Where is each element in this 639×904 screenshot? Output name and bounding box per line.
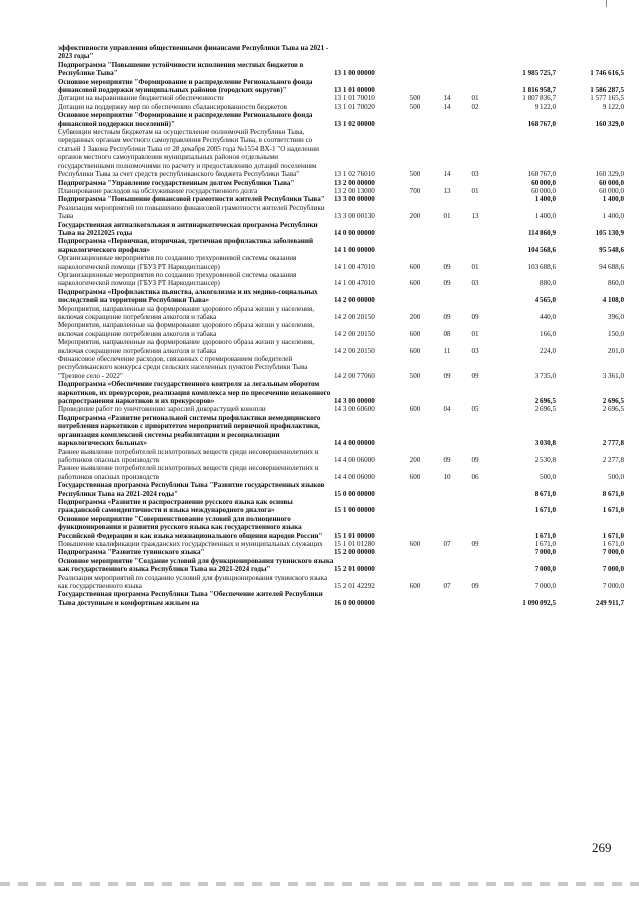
- row-amount-year2: 1 400,0: [602, 195, 624, 204]
- row-amount-year2: 2 696,5: [602, 405, 624, 414]
- scan-edge-mark: [606, 0, 607, 7]
- row-name: Подпрограмма «Профилактика пьянства, алкоголизма и их медико-социальных последствий на территории Республики Тыва»: [58, 287, 318, 305]
- table-row: [58, 515, 624, 540]
- row-amount-year2: 150,0: [608, 329, 624, 338]
- row-amount-year1: 224,0: [540, 346, 556, 355]
- row-amount-year1: 60 000,0: [531, 178, 556, 187]
- row-code: 14 0 00 00000: [334, 228, 375, 237]
- row-amount-year2: 105 130,9: [595, 228, 624, 237]
- row-code: 13 1 01 70010: [334, 94, 375, 103]
- table-row: [58, 61, 624, 78]
- row-amount-year1: 1 816 958,7: [522, 86, 556, 95]
- row-subsection: 13: [471, 212, 479, 221]
- table-row: [58, 548, 624, 556]
- row-amount-year1: 4 565,0: [534, 296, 556, 305]
- row-amount-year1: 8 671,0: [534, 489, 556, 498]
- row-expense-type: 200: [409, 313, 421, 321]
- row-subsection: 09: [471, 455, 479, 464]
- row-expense-type: 600: [409, 329, 421, 338]
- row-code: 14 1 00 47010: [334, 279, 375, 288]
- row-name: Подпрограмма «Обеспечение государственного контроля за легальным оборотом наркотиков, их прекурсоров, реализация комплекса мер по пресечению незаконного распространения наркотиков и их прекурсоров»: [58, 380, 331, 406]
- row-expense-type: [398, 548, 432, 556]
- row-section: 09: [443, 455, 451, 464]
- row-section: [432, 61, 462, 78]
- row-section: [432, 237, 462, 254]
- row-amount-year2: 3 361,0: [602, 371, 624, 380]
- row-amount-year2: 8 671,0: [602, 489, 624, 498]
- row-amount-year2: 2 777,8: [602, 439, 624, 448]
- row-amount-year1: 500,0: [540, 472, 556, 481]
- row-amount-year1: 2 696,5: [534, 405, 556, 414]
- row-name: Планирование расходов на обслуживание государственного долга: [58, 186, 258, 195]
- row-name: Государственная антиалкогольная и антинаркотическая программа Республики Тыва на 20212025 годы: [58, 220, 318, 237]
- row-amount-year1: 168 767,0: [527, 119, 556, 128]
- row-code: 16 0 00 00000: [334, 598, 375, 607]
- row-amount-year1: [488, 44, 556, 61]
- row-subsection: [462, 111, 488, 128]
- table-row: [58, 557, 624, 574]
- row-subsection: [462, 380, 488, 405]
- row-name: Реализация мероприятий по повышению финансовой грамотности жителей Республики Тыва: [58, 203, 325, 221]
- table-row: [58, 204, 624, 221]
- row-name: Подпрограмма «Развитие региональной системы профилактики немедицинского потребления наркотиков с приоритетом мероприятий первичной профилактики, организация комплексной системы реабилитации и ресоциализации наркологических больных»: [58, 413, 321, 448]
- row-code: 14 4 00 00000: [334, 439, 375, 448]
- row-code: 13 3 00 00130: [334, 212, 375, 221]
- row-subsection: [462, 481, 488, 498]
- row-expense-type: 500: [409, 102, 421, 111]
- row-expense-type: 500: [409, 170, 421, 179]
- row-section: 08: [443, 329, 451, 338]
- row-section: 14: [443, 170, 451, 179]
- row-section: [432, 44, 462, 61]
- row-section: 09: [443, 313, 451, 321]
- row-code: 14 3 00 00000: [334, 397, 375, 406]
- table-row: [58, 128, 624, 178]
- row-subsection: 01: [471, 94, 479, 103]
- table-row: [58, 321, 624, 338]
- row-amount-year1: 1 400,0: [534, 212, 556, 221]
- row-subsection: 09: [471, 371, 479, 380]
- row-section: [432, 179, 462, 187]
- table-row: [58, 338, 624, 355]
- row-code: 14 2 00 20150: [334, 313, 375, 321]
- row-subsection: [462, 515, 488, 540]
- row-code: 14 1 00 47010: [334, 262, 375, 271]
- row-amount-year1: 1 671,0: [534, 506, 556, 515]
- row-expense-type: 600: [409, 279, 421, 288]
- row-expense-type: [398, 590, 432, 607]
- row-subsection: [462, 414, 488, 448]
- table-row: [58, 78, 624, 95]
- table-row: [58, 111, 624, 128]
- row-amount-year2: 7 000,0: [602, 548, 624, 557]
- row-code: 15 2 01 42292: [334, 582, 375, 590]
- row-amount-year1: 60 000,0: [531, 186, 556, 195]
- row-name: Дотации на поддержку мер по обеспечению сбалансированности бюджетов: [58, 102, 288, 111]
- row-amount-year2: 60 000,0: [599, 178, 624, 187]
- table-row: [58, 103, 624, 111]
- row-name: Повышение квалификации гражданских государственных и муниципальных служащих: [58, 539, 323, 548]
- row-expense-type: [398, 179, 432, 187]
- row-expense-type: 500: [409, 94, 421, 103]
- row-section: 07: [443, 582, 451, 590]
- row-expense-type: 200: [409, 212, 421, 221]
- row-amount-year1: 2 696,5: [534, 397, 556, 406]
- row-code: 13 3 00 00000: [334, 195, 375, 204]
- row-subsection: [462, 237, 488, 254]
- row-amount-year1: 880,0: [540, 279, 556, 288]
- row-subsection: 05: [471, 405, 479, 414]
- row-expense-type: [398, 481, 432, 498]
- row-subsection: 02: [471, 102, 479, 111]
- table-row: [58, 414, 624, 448]
- row-section: [432, 111, 462, 128]
- row-section: [432, 380, 462, 405]
- table-row: [58, 448, 624, 465]
- row-amount-year1: 7 000,0: [534, 565, 556, 574]
- row-name: Проведение работ по уничтожению зарослей дикорастущей конопли: [58, 405, 266, 414]
- budget-table: [58, 44, 624, 607]
- row-amount-year2: 1 671,0: [602, 531, 624, 540]
- row-subsection: 09: [471, 539, 479, 548]
- row-section: [432, 221, 462, 238]
- row-section: 04: [443, 405, 451, 414]
- row-section: [432, 557, 462, 574]
- row-amount-year2: 1 400,0: [602, 212, 624, 221]
- table-row: [58, 221, 624, 238]
- row-code: 15 2 00 00000: [334, 548, 375, 557]
- row-name: Мероприятия, направленные на формирование здорового образа жизни у населения, включая сокращение потребления алкоголя и табака: [58, 304, 314, 321]
- row-amount-year2: 396,0: [608, 313, 624, 321]
- row-amount-year1: 103 688,6: [527, 262, 556, 271]
- table-row: [58, 355, 624, 380]
- row-subsection: [462, 548, 488, 556]
- row-name: Подпрограмма «Первичная, вторичная, третичная профилактика заболеваний наркологического профиля»: [58, 237, 314, 254]
- row-subsection: 06: [471, 472, 479, 481]
- row-amount-year2: 160 329,0: [595, 119, 624, 128]
- row-amount-year1: 114 860,9: [528, 228, 556, 237]
- row-amount-year2: 201,0: [608, 346, 624, 355]
- row-amount-year1: 1 985 725,7: [522, 69, 556, 78]
- row-section: 13: [443, 186, 451, 195]
- row-amount-year2: 95 548,6: [599, 245, 624, 254]
- row-expense-type: 600: [409, 346, 421, 355]
- row-name: Подпрограмма "Повышение устойчивости исполнения местных бюджетов в Республике Тыва": [58, 60, 304, 78]
- row-expense-type: [398, 44, 432, 61]
- row-name: Подпрограмма "Развитие тувинского языка": [58, 548, 205, 557]
- row-section: 01: [443, 212, 451, 221]
- row-subsection: 01: [471, 262, 479, 271]
- row-subsection: 09: [471, 582, 479, 590]
- row-name: Основное мероприятие "Совершенствование условий для полноценного функционирования и развития русского языка как государственного языка Российской Федерации и как языка межнационального общения народов России": [58, 514, 323, 540]
- row-expense-type: [398, 414, 432, 448]
- row-code: 14 1 00 00000: [334, 245, 375, 254]
- table-row: [58, 574, 624, 591]
- row-name: Субвенции местным бюджетам на осуществление полномочий Республики Тыва, переданных органам местного самоуправления Республики Тыва, в соответствии со статьей 1 Закона Республики Тыва от 28 декабря 2005 года №1554 ВХ-1 "О наделении органов местного самоуправления муниципальных районов отдельными государственными полномочиями по расчету и предоставлению дотаций поселениям Республики Тыва за счет средств республиканского бюджета Республики Тыва": [58, 128, 319, 179]
- table-row: [58, 187, 624, 195]
- row-code: 14 2 00 20150: [334, 329, 375, 338]
- table-row: [58, 540, 624, 548]
- row-expense-type: [398, 78, 432, 95]
- row-expense-type: 200: [409, 455, 421, 464]
- row-name: Дотации на выравнивание бюджетной обеспеченности: [58, 94, 224, 103]
- table-row: [58, 590, 624, 607]
- page-number: 269: [592, 840, 612, 855]
- row-code: 15 2 01 00000: [334, 565, 375, 574]
- row-expense-type: [398, 221, 432, 238]
- row-section: 07: [443, 539, 451, 548]
- row-code: 13 2 00 13000: [334, 186, 375, 195]
- row-expense-type: [398, 111, 432, 128]
- row-section: 10: [443, 472, 451, 481]
- row-subsection: 03: [471, 170, 479, 179]
- row-section: [432, 481, 462, 498]
- row-amount-year1: 7 000,0: [534, 582, 556, 590]
- row-amount-year2: 60 000,0: [599, 186, 624, 195]
- row-amount-year2: 160 329,0: [595, 170, 624, 179]
- row-amount-year2: 2 696,5: [602, 397, 624, 406]
- row-code: 14 4 00 06000: [334, 455, 375, 464]
- row-subsection: 01: [471, 186, 479, 195]
- row-name: Государственная программа Республики Тыва "Обеспечение жителей Республики Тыва доступным и комфортным жильем на: [58, 590, 323, 607]
- row-section: [432, 498, 462, 515]
- table-row: [58, 195, 624, 203]
- row-name: Организационные мероприятия по созданию трехуровневой системы оказания наркологической помощи (ГБУЗ РТ Наркодиспансер): [58, 270, 297, 288]
- row-amount-year1: 3 030,8: [534, 439, 556, 448]
- row-code: 14 2 00 00000: [334, 296, 375, 305]
- row-expense-type: [398, 195, 432, 203]
- row-section: 14: [443, 102, 451, 111]
- row-expense-type: 600: [409, 539, 421, 548]
- table-row: [58, 271, 624, 288]
- row-name: Основное мероприятие "Формирование и распределение Регионального фонда финансовой поддержки муниципальных районов (городских округов)": [58, 77, 313, 95]
- table-row: [58, 498, 624, 515]
- row-name: Подпрограмма "Повышение финансовой грамотности жителей Республики Тыва": [58, 195, 325, 204]
- row-expense-type: 500: [409, 371, 421, 380]
- row-name: Финансовое обеспечение расходов, связанных с премированием победителей республиканского конкурса среди сельских населенных пунктов Республики Тыва "Трезвое село - 2022": [58, 355, 308, 380]
- row-section: 09: [443, 279, 451, 288]
- row-amount-year2: 4 108,0: [602, 296, 624, 305]
- row-section: [432, 515, 462, 540]
- budget-table-body: [58, 44, 624, 607]
- row-expense-type: 600: [409, 262, 421, 271]
- row-code: 15 1 01 01280: [334, 539, 375, 548]
- row-amount-year2: 1 586 287,5: [590, 86, 624, 95]
- row-expense-type: [398, 515, 432, 540]
- row-amount-year2: 9 122,0: [602, 102, 624, 111]
- row-expense-type: 600: [409, 472, 421, 481]
- table-row: [58, 288, 624, 305]
- row-section: [432, 195, 462, 203]
- row-amount-year1: 3 735,0: [534, 371, 556, 380]
- row-expense-type: [398, 237, 432, 254]
- row-code: 13 1 01 00000: [334, 86, 375, 95]
- row-subsection: [462, 195, 488, 203]
- row-code: [334, 44, 398, 61]
- row-subsection: 09: [471, 313, 479, 321]
- row-amount-year1: 104 568,6: [527, 245, 556, 254]
- row-subsection: 03: [471, 346, 479, 355]
- row-code: 13 1 01 70020: [334, 102, 375, 111]
- row-amount-year2: 1 746 616,5: [590, 69, 624, 78]
- row-name: Раннее выявление потребителей психотропных веществ среди несовершеннолетних и работников опасных производств: [58, 464, 319, 481]
- row-name: Подпрограмма "Управление государственным долгом Республики Тыва": [58, 178, 295, 187]
- row-amount-year2: 500,0: [608, 472, 624, 481]
- row-amount-year1: 440,0: [540, 313, 556, 321]
- row-name: Основное мероприятие "Формирование и распределение Регионального фонда финансовой поддержки поселений)": [58, 111, 313, 128]
- row-subsection: [462, 44, 488, 61]
- row-expense-type: 600: [409, 582, 421, 590]
- row-amount-year2: 2 277,8: [602, 455, 624, 464]
- footer-scan-rule: [0, 882, 639, 886]
- row-amount-year1: 1 671,0: [534, 531, 556, 540]
- row-subsection: 01: [471, 329, 479, 338]
- row-code: 15 1 01 00000: [334, 531, 375, 540]
- row-expense-type: [398, 380, 432, 405]
- row-amount-year2: 1 671,0: [602, 506, 624, 515]
- row-amount-year1: 1 090 092,5: [522, 598, 556, 607]
- row-amount-year2: 7 000,0: [602, 565, 624, 574]
- row-code: 13 2 00 00000: [334, 178, 375, 187]
- row-name: Организационные мероприятия по созданию трехуровневой системы оказания наркологической помощи (ГБУЗ РТ Наркодиспансер): [58, 254, 297, 271]
- row-name: Основное мероприятие "Создание условий для функционирования тувинского языка как государственного языка Республики Тыва на 2021-2024 годы": [58, 556, 334, 574]
- row-amount-year1: 1 400,0: [534, 195, 556, 204]
- table-row: [58, 254, 624, 271]
- row-subsection: [462, 78, 488, 95]
- table-row: [58, 380, 624, 405]
- row-expense-type: 600: [409, 405, 421, 414]
- row-subsection: [462, 179, 488, 187]
- row-amount-year2: 94 688,6: [599, 262, 624, 271]
- row-code: 13 1 02 76010: [334, 170, 375, 179]
- row-section: [432, 288, 462, 305]
- row-name: Раннее выявление потребителей психотропных веществ среди несовершеннолетних и работников опасных производств: [58, 447, 319, 464]
- row-name: Подпрограмма «Развитие и распространение русского языка как основы гражданской самоидентичности и языка международного диалога»: [58, 497, 293, 515]
- row-subsection: [462, 498, 488, 515]
- row-amount-year2: [556, 44, 624, 61]
- row-section: [432, 548, 462, 556]
- row-name: Мероприятия, направленные на формирование здорового образа жизни у населения, включая сокращение потребления алкоголя и табака: [58, 321, 314, 338]
- table-row: [58, 405, 624, 413]
- row-code: 13 1 00 00000: [334, 69, 375, 78]
- row-code: 15 1 00 00000: [334, 506, 375, 515]
- table-row: [58, 464, 624, 481]
- row-name: Государственная программа Республики Тыва "Развитие государственных языков Республики Тыва на 2021-2024 годы": [58, 481, 325, 498]
- row-amount-year2: 1 577 165,5: [590, 94, 624, 103]
- row-code: 15 0 00 00000: [334, 489, 375, 498]
- row-section: [432, 590, 462, 607]
- row-section: [432, 78, 462, 95]
- row-expense-type: [398, 498, 432, 515]
- row-subsection: 03: [471, 279, 479, 288]
- row-amount-year2: 249 911,7: [596, 598, 624, 607]
- row-amount-year1: 9 122,0: [534, 102, 556, 111]
- row-amount-year1: 166,0: [540, 329, 556, 338]
- row-amount-year2: 7 000,0: [602, 582, 624, 590]
- row-section: 09: [443, 371, 451, 380]
- row-name: Реализация мероприятий по созданию условий для функционирования тувинского языка как государственного языка: [58, 573, 328, 590]
- row-code: 14 3 00 60600: [334, 405, 375, 414]
- row-section: 11: [443, 346, 451, 355]
- row-expense-type: [398, 557, 432, 574]
- row-amount-year1: 2 530,8: [534, 455, 556, 464]
- row-expense-type: 700: [409, 186, 421, 195]
- row-code: 13 1 02 00000: [334, 119, 375, 128]
- row-code: 14 4 00 06000: [334, 472, 375, 481]
- row-section: 14: [443, 94, 451, 103]
- table-row: [58, 481, 624, 498]
- row-amount-year1: 7 000,0: [534, 548, 556, 557]
- row-section: 09: [443, 262, 451, 271]
- row-amount-year1: 1 807 836,7: [522, 94, 556, 103]
- row-subsection: [462, 557, 488, 574]
- row-amount-year2: 860,0: [608, 279, 624, 288]
- table-row: [58, 237, 624, 254]
- row-subsection: [462, 61, 488, 78]
- row-code: 14 2 00 20150: [334, 346, 375, 355]
- row-section: [432, 414, 462, 448]
- table-row: [58, 44, 624, 61]
- row-amount-year2: 1 671,0: [602, 539, 624, 548]
- row-name: эффективности управления общественными финансами Республики Тыва на 2021 - 2023 годы": [58, 44, 329, 61]
- row-subsection: [462, 288, 488, 305]
- table-row: [58, 305, 624, 322]
- table-row: [58, 179, 624, 187]
- row-amount-year1: 1 671,0: [534, 539, 556, 548]
- row-subsection: [462, 221, 488, 238]
- row-subsection: [462, 590, 488, 607]
- row-amount-year1: 168 767,0: [527, 170, 556, 179]
- row-expense-type: [398, 288, 432, 305]
- table-row: [58, 94, 624, 102]
- row-code: 14 2 00 77060: [334, 371, 375, 380]
- row-expense-type: [398, 61, 432, 78]
- row-name: Мероприятия, направленные на формирование здорового образа жизни у населения, включая сокращение потребления алкоголя и табака: [58, 338, 314, 355]
